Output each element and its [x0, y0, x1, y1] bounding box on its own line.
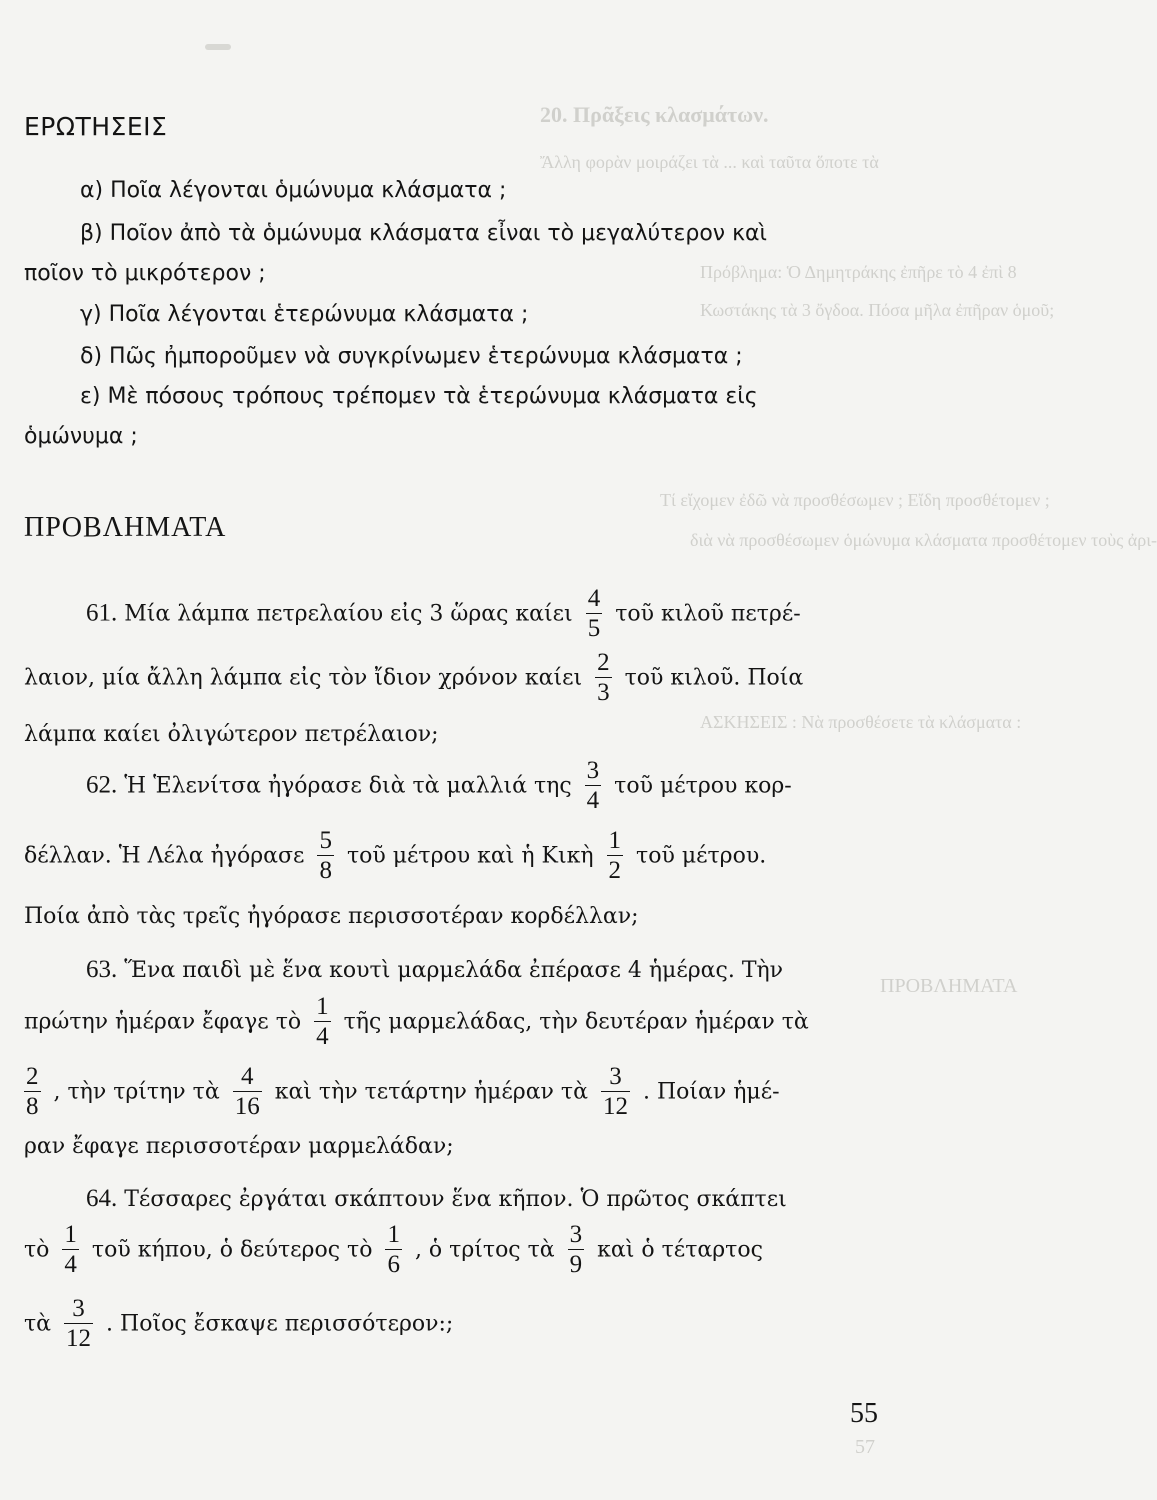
problem-63-line4: ραν ἔφαγε περισσοτέραν μαρμελάδαν; — [24, 1134, 454, 1159]
problem-61-line3: λάμπα καίει ὀλιγώτερον πετρέλαιον; — [24, 722, 439, 747]
question-d: δ) Πῶς ἠμποροῦμεν νὰ συγκρίνωμεν ἑτερώνυμα κλάσματα ; — [80, 344, 743, 369]
fraction: $\frac{3}{9}$ — [569, 1221, 583, 1279]
problems-heading: ΠΡΟΒΛΗΜΑΤΑ — [24, 512, 227, 543]
fraction: $\frac{4}{5}$ — [587, 585, 601, 643]
problem-number: 62. — [86, 771, 118, 799]
problem-62-line3: Ποία ἀπὸ τὰς τρεῖς ἠγόρασε περισσοτέραν κορδέλλαν; — [24, 904, 639, 929]
problem-62-line1: 62. Ἡ Ἑλενίτσα ἠγόρασε διὰ τὰ μαλλιά της $\frac{3}{4}$ τοῦ μέτρου κορ- — [86, 757, 792, 815]
show-through-text: διὰ νὰ προσθέσωμεν ὁμώνυμα κλάσματα προσθέτομεν τοὺς ἀρι- — [690, 530, 1157, 550]
show-through-text: Τί εἴχομεν ἐδῶ νὰ προσθέσωμεν ; Εἴδη προσθέτομεν ; — [660, 490, 1050, 510]
fraction: $\frac{1}{2}$ — [608, 827, 622, 885]
questions-heading: ΕΡΩΤΗΣΕΙΣ — [24, 112, 168, 141]
problem-63-line1: 63. Ἕνα παιδὶ μὲ ἕνα κουτὶ μαρμελάδα ἐπέρασε 4 ἡμέρας. Τὴν — [86, 956, 784, 983]
problem-61-line2: λαιον, μία ἄλλη λάμπα εἰς τὸν ἴδιον χρόνον καίει $\frac{2}{3}$ τοῦ κιλοῦ. Ποία — [24, 649, 804, 707]
show-through-text: ΠΡΟΒΛΗΜΑΤΑ — [880, 975, 1018, 997]
fraction: $\frac{5}{8}$ — [319, 827, 332, 885]
fraction: $\frac{2}{8}$ — [26, 1063, 39, 1121]
fraction: $\frac{3}{12}$ — [602, 1063, 628, 1121]
problem-63-line2: πρώτην ἡμέραν ἔφαγε τὸ $\frac{1}{4}$ τῆς μαρμελάδας, τὴν δευτέραν ἡμέραν τὰ — [24, 993, 809, 1051]
fraction: $\frac{3}{12}$ — [66, 1295, 92, 1353]
show-through-text: Κωστάκης τὰ 3 ὄγδοα. Πόσα μῆλα ἐπῆραν ὁμοῦ; — [700, 300, 1055, 320]
question-e-line2: ὁμώνυμα ; — [24, 424, 138, 449]
fraction: $\frac{4}{16}$ — [234, 1063, 260, 1121]
problem-63-line3: $\frac{2}{8}$ , τὴν τρίτην τὰ $\frac{4}{16}$ καὶ τὴν τετάρτην ἡμέραν τὰ $\frac{3}{12}$ . Ποίαν ἡμέ- — [26, 1063, 780, 1121]
question-b-line1: β) Ποῖον ἀπὸ τὰ ὁμώνυμα κλάσματα εἶναι τὸ μεγαλύτερον καὶ — [80, 221, 767, 246]
fraction: $\frac{1}{4}$ — [64, 1221, 77, 1279]
question-e-line1: ε) Μὲ πόσους τρόπους τρέπομεν τὰ ἑτερώνυμα κλάσματα εἰς — [80, 384, 758, 409]
question-b-line2: ποῖον τὸ μικρότερον ; — [24, 261, 266, 286]
show-through-text: 20. Πρᾶξεις κλασμάτων. — [540, 102, 769, 127]
fraction: $\frac{1}{6}$ — [387, 1221, 400, 1279]
problem-number: 64. — [86, 1185, 118, 1212]
problem-61-line1: 61. Μία λάμπα πετρελαίου εἰς 3 ὥρας καίει $\frac{4}{5}$ τοῦ κιλοῦ πετρέ- — [86, 585, 801, 643]
show-through-text: 57 — [855, 1436, 875, 1458]
problem-64-line2: τὸ $\frac{1}{4}$ τοῦ κήπου, ὁ δεύτερος τὸ $\frac{1}{6}$ , ὁ τρίτος τὰ $\frac{3}{9}$ καὶ ὁ τέταρτος — [24, 1221, 763, 1279]
problem-number: 61. — [86, 599, 118, 627]
problem-number: 63. — [86, 956, 118, 983]
fraction: $\frac{1}{4}$ — [316, 993, 329, 1051]
problem-64-line1: 64. Τέσσαρες ἐργάται σκάπτουν ἕνα κῆπον. Ὁ πρῶτος σκάπτει — [86, 1185, 787, 1212]
show-through-text: ΑΣΚΗΣΕΙΣ : Νὰ προσθέσετε τὰ κλάσματα : — [700, 712, 1022, 732]
print-smudge — [205, 44, 231, 50]
show-through-text: Πρόβλημα: Ὁ Δημητράκης ἐπῆρε τὸ 4 ἐπὶ 8 — [700, 262, 1017, 282]
fraction: $\frac{3}{4}$ — [586, 757, 600, 815]
problem-64-line3: τὰ $\frac{3}{12}$ . Ποῖος ἔσκαψε περισσότερον:; — [24, 1295, 454, 1353]
question-a: α) Ποῖα λέγονται ὁμώνυμα κλάσματα ; — [80, 178, 507, 203]
show-through-text: Ἄλλη φορὰν μοιράζει τὰ ... καὶ ταῦτα ὅποτε τὰ — [540, 152, 879, 172]
fraction: $\frac{2}{3}$ — [597, 649, 610, 707]
question-c: γ) Ποῖα λέγονται ἑτερώνυμα κλάσματα ; — [80, 302, 529, 327]
problem-62-line2: δέλλαν. Ἡ Λέλα ἠγόρασε $\frac{5}{8}$ τοῦ μέτρου καὶ ἡ Κικὴ $\frac{1}{2}$ τοῦ μέτρου. — [24, 827, 767, 885]
page-number: 55 — [850, 1398, 878, 1429]
